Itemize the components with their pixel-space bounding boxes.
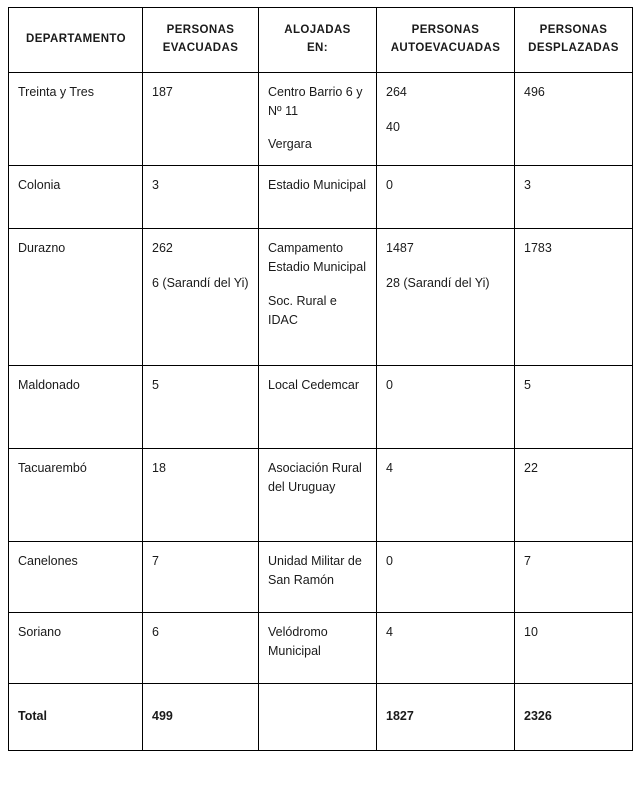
header-row [9, 8, 633, 73]
place-line: Unidad Militar de San Ramón [268, 553, 362, 588]
departamento-name: Colonia [18, 177, 61, 192]
value-line: 18 [152, 460, 166, 475]
place-line: Vergara [268, 137, 312, 152]
departamento-name: Canelones [18, 553, 78, 568]
cell-alojadas-en [259, 365, 377, 448]
departamento-name: Durazno [18, 240, 66, 255]
cell-alojadas-en [259, 612, 377, 683]
column-header-personas-desplazadas [515, 8, 633, 73]
value-line: 1487 [386, 240, 414, 255]
value-line: 3 [524, 177, 531, 192]
column-header-alojadas-en [259, 8, 377, 73]
cell-personas-autoevacuadas [377, 228, 515, 365]
value-line: 6 [152, 624, 159, 639]
value-line: 262 [152, 240, 173, 255]
cell-departamento [9, 448, 143, 541]
value-line: 6 (Sarandí del Yi) [152, 276, 249, 291]
value-line: 22 [524, 460, 538, 475]
header-text-desplazadas-line2: DESPLAZADAS [528, 41, 619, 54]
cell-personas-evacuadas [143, 612, 259, 683]
table-row [9, 228, 633, 365]
total-label: Total [18, 709, 47, 724]
cell-total-label [9, 683, 143, 750]
cell-departamento [9, 72, 143, 165]
value-line: 40 [386, 120, 400, 134]
cell-departamento [9, 612, 143, 683]
place-line: Centro Barrio 6 y Nº 11 [268, 84, 363, 118]
value-line: 264 [386, 84, 407, 99]
value-line: 187 [152, 84, 173, 99]
value-line: 7 [152, 553, 159, 568]
cell-personas-desplazadas [515, 541, 633, 612]
header-text-evacuadas-line2: EVACUADAS [162, 41, 239, 54]
cell-personas-evacuadas [143, 365, 259, 448]
value-line: 496 [524, 84, 545, 99]
cell-total-desplazadas [515, 683, 633, 750]
table-row [9, 448, 633, 541]
header-text-alojadas-line2: EN: [306, 41, 328, 54]
cell-total-evacuadas [143, 683, 259, 750]
table-row [9, 612, 633, 683]
cell-departamento [9, 365, 143, 448]
cell-personas-evacuadas [143, 72, 259, 165]
value-line: 0 [386, 377, 393, 392]
cell-personas-autoevacuadas [377, 72, 515, 165]
cell-personas-autoevacuadas [377, 365, 515, 448]
cell-personas-desplazadas [515, 165, 633, 228]
value-line: 10 [524, 624, 538, 639]
cell-personas-desplazadas [515, 612, 633, 683]
cell-departamento [9, 228, 143, 365]
value-line: 0 [386, 177, 393, 192]
cell-personas-evacuadas [143, 541, 259, 612]
column-header-personas-evacuadas [143, 8, 259, 73]
cell-personas-desplazadas [515, 365, 633, 448]
evacuation-summary-table [8, 7, 633, 751]
table-row [9, 365, 633, 448]
cell-personas-desplazadas [515, 228, 633, 365]
cell-alojadas-en [259, 448, 377, 541]
table-body [9, 72, 633, 750]
cell-alojadas-en [259, 228, 377, 365]
departamento-name: Treinta y Tres [18, 84, 94, 99]
header-text-alojadas-line1: ALOJADAS [284, 24, 351, 36]
value-line: 3 [152, 177, 159, 192]
cell-personas-autoevacuadas [377, 448, 515, 541]
value-line: 5 [152, 377, 159, 392]
header-text-autoevacuadas-line1: PERSONAS [411, 24, 480, 36]
cell-personas-autoevacuadas [377, 541, 515, 612]
value-line: 0 [386, 553, 393, 568]
column-header-departamento [9, 8, 143, 73]
table-row-total [9, 683, 633, 750]
cell-personas-autoevacuadas [377, 612, 515, 683]
cell-departamento [9, 165, 143, 228]
value-line: 28 (Sarandí del Yi) [386, 276, 490, 291]
header-text-desplazadas-line1: PERSONAS [539, 24, 608, 36]
value-line: 7 [524, 553, 531, 568]
place-line: Velódromo Municipal [268, 624, 328, 659]
cell-total-alojadas [259, 683, 377, 750]
table-row [9, 72, 633, 165]
place-line: Local Cedemcar [268, 377, 360, 392]
departamento-name: Maldonado [18, 377, 80, 392]
cell-alojadas-en [259, 541, 377, 612]
cell-personas-autoevacuadas [377, 165, 515, 228]
table-header [9, 8, 633, 73]
cell-alojadas-en [259, 165, 377, 228]
place-line: Asociación Rural del Uruguay [268, 460, 362, 495]
departamento-name: Tacuarembó [18, 460, 87, 475]
table-row [9, 165, 633, 228]
header-text-autoevacuadas-line2: AUTOEVACUADAS [390, 41, 501, 54]
total-value: 499 [152, 709, 173, 724]
column-header-personas-autoevacuadas [377, 8, 515, 73]
place-line: Soc. Rural e IDAC [268, 293, 337, 327]
total-value: 2326 [524, 709, 552, 724]
value-line: 4 [386, 624, 393, 639]
total-value: 1827 [386, 709, 414, 724]
header-text-evacuadas-line1: PERSONAS [166, 24, 235, 36]
cell-personas-desplazadas [515, 72, 633, 165]
place-line: Estadio Municipal [268, 177, 366, 192]
place-line: Campamento Estadio Municipal [268, 240, 366, 275]
cell-total-autoevacuadas [377, 683, 515, 750]
cell-personas-evacuadas [143, 165, 259, 228]
value-line: 5 [524, 377, 531, 392]
table-row [9, 541, 633, 612]
cell-personas-desplazadas [515, 448, 633, 541]
value-line: 4 [386, 460, 393, 475]
cell-personas-evacuadas [143, 448, 259, 541]
header-text-departamento: DEPARTAMENTO [26, 32, 126, 45]
cell-personas-evacuadas [143, 228, 259, 365]
cell-departamento [9, 541, 143, 612]
cell-alojadas-en [259, 72, 377, 165]
value-line: 1783 [524, 240, 552, 255]
departamento-name: Soriano [18, 624, 62, 639]
